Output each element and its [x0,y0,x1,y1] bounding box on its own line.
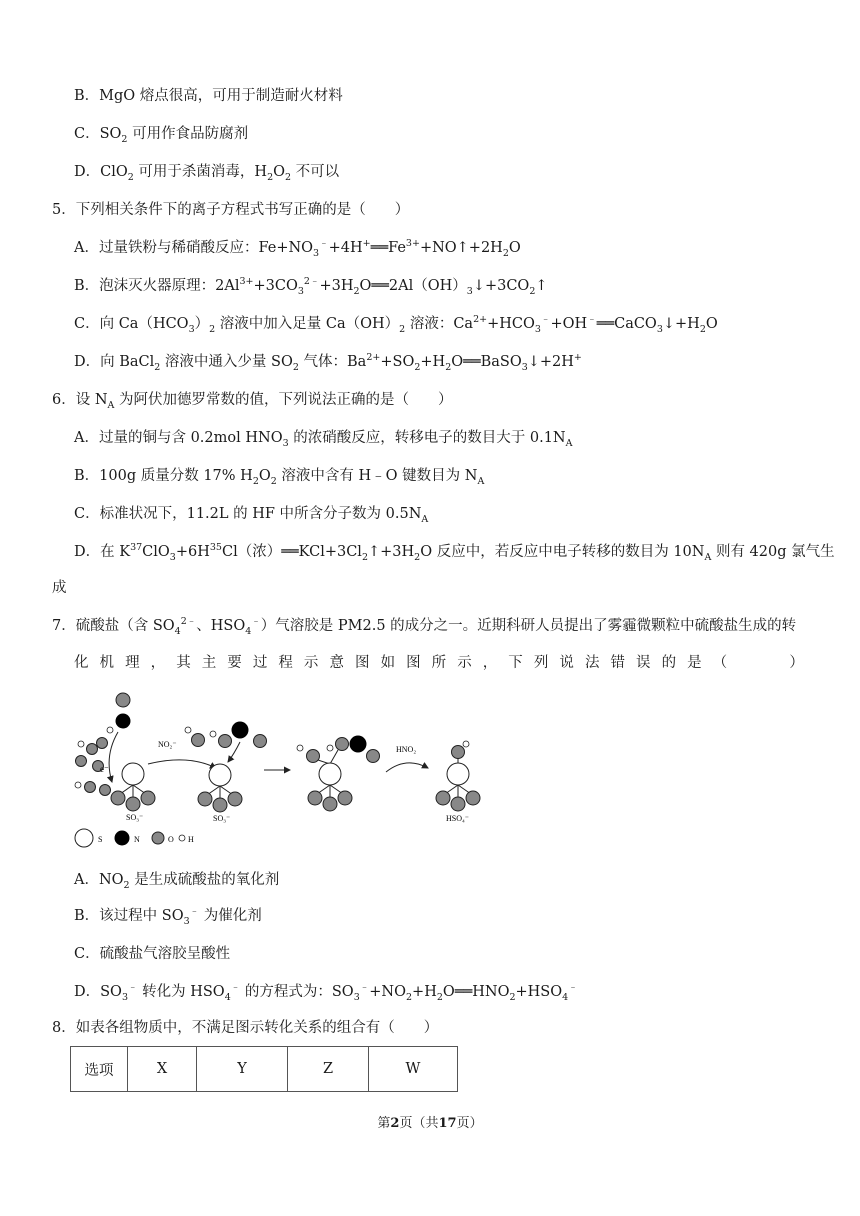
q7-stem-line2 [74,653,804,673]
hso4-label: HSO₄⁻ [446,814,470,823]
q7-stem-char: 是 [687,655,702,671]
so3-label-1: SO₃⁻ [126,813,144,822]
q7-stem-char: 法 [584,655,600,671]
q7-stem-char [738,653,753,673]
q5-option-d: D．向 BaCl$_2$ 溶液中通入少量 $SO_2$ 气体：$Ba^{2+}+SO_2+H_2O══BaSO_3↓+2H^+$ [74,352,582,373]
q7-stem-char: 误 [636,655,651,671]
q7-stem-char: 所 [431,655,447,671]
q7-option-a: A．$NO_2$ 是生成硫酸盐的氧化剂 [74,872,280,891]
q7-stem-char: 理 [125,655,140,671]
q7-stem-char: 说 [559,655,574,671]
stage4-group [436,741,480,823]
q7-option-c: C．硫酸盐气溶胶呈酸性 [74,946,231,962]
stage3-group [297,736,380,812]
q6-option-d-continued: 成 [52,580,67,596]
q7-option-b: B．该过程中 $SO_3^﹣$ 为催化剂 [74,906,262,927]
electron-label: e⁻ [100,764,109,774]
q6-stem: 6．设 $N_A$ 为阿伏加德罗常数的值，下列说法正确的是（ ） [52,392,453,411]
q7-stem-char: 要 [227,655,242,671]
q4-option-b: B．MgO 熔点很高，可用于制造耐火材料 [74,88,343,104]
q8-table [70,1046,458,1092]
q5-stem: 5．下列相关条件下的离子方程式书写正确的是（ ） [52,202,410,218]
q7-stem-char: 示 [303,655,319,671]
stage2-group [148,722,267,824]
q7-stem-char: 如 [380,655,396,671]
q4-option-c: C．$SO_2$ 可用作食品防腐剂 [74,126,249,145]
stage1-group [75,693,155,822]
q7-stem-char [764,653,779,673]
q7-stem-char: 主 [201,655,217,671]
hno2-arrow [386,763,428,772]
q7-stem: 7．硫酸盐（含 $SO_4^{2﹣}$、$HSO_4^﹣$）气溶胶是 PM2.5 的成分之一。近期科研人员提出了雾霾微颗粒中硫酸盐生成的转 [52,616,797,637]
q7-stem-char: 的 [661,655,677,671]
q7-option-d: D．$SO_3^﹣$ 转化为 $HSO_4^﹣$ 的方程式为：$SO_3^﹣+NO_2+H_2O══HNO_2+HSO_4^﹣$ [74,982,578,1003]
q7-stem-char: 列 [533,655,549,671]
legend-n: N [134,835,140,844]
q6-option-a: A．过量的铜与含 0.2mol $HNO_3$ 的浓硝酸反应，转移电子的数目大于 $0.1N_A$ [74,430,573,449]
q6-option-d: D．在 $K^{37}ClO_3+6H^{35}Cl$（浓）$══KCl+3Cl_2↑+3H_2O$ 反应中，若反应中电子转移的数目为 $10N_A$ 则有 420g 氯气生 [74,542,835,563]
q7-stem-char: 程 [278,655,293,671]
q4-option-d: D．ClO$_2$ 可用于杀菌消毒，$H_2O_2$ 不可以 [74,164,340,183]
q7-stem-char: 下 [508,655,523,671]
q7-stem-char: 意 [329,655,344,671]
no2-minus-label: NO₂⁻ [158,740,177,749]
legend-o: O [168,835,174,844]
q7-stem-char: ， [150,655,166,671]
q7-stem-char: 机 [99,655,115,671]
legend-h: H [188,835,194,844]
q7-stem-char: （ [712,655,728,671]
hno2-label: HNO₂ [396,745,417,754]
legend-s: S [98,835,103,844]
table-header-cell: W [369,1047,458,1092]
table-header-cell: Z [288,1047,369,1092]
q5-option-a: A．过量铁粉与稀硝酸反应：$Fe+NO_3^﹣+4H^+══Fe^{3+}+NO↑+2H_2O$ [74,238,521,259]
q8-stem: 8．如表各组物质中，不满足图示转化关系的组合有（ ） [52,1020,439,1036]
q7-stem-char: 图 [355,655,370,671]
table-header-cell: 选项 [71,1047,128,1092]
q7-stem-char: 其 [176,655,191,671]
q6-option-c: C．标准状况下，11.2L 的 HF 中所含分子数为 $0.5N_A$ [74,506,429,525]
q7-stem-char: ， [482,655,498,671]
diagram-legend [75,829,194,847]
q7-stem-char: 图 [406,655,421,671]
q7-stem-char: 过 [252,655,268,671]
table-header-cell: X [128,1047,197,1092]
sulfate-mechanism-diagram [68,686,508,856]
q7-stem-char: 示 [457,655,472,671]
table-header-cell: Y [197,1047,288,1092]
q5-option-b: B．泡沫灭火器原理：$2Al^{3+}+3CO_3^{2﹣}+3H_2O══2Al(OH)_3↓+3CO_2↑$ [74,276,548,297]
so3-label-2: SO₃⁻ [213,814,231,823]
page-footer: 第2页（共17页） [377,1116,483,1131]
q7-stem-char: 错 [610,655,625,671]
table-header-row [71,1047,458,1092]
q5-option-c: C．向 $Ca(HCO_3)_2$ 溶液中加入足量 $Ca(OH)_2$ 溶液：$Ca^{2+}+HCO_3^﹣+OH^﹣══CaCO_3↓+H_2O$ [74,314,718,335]
q7-stem-char: 化 [74,655,89,671]
q7-stem-char: ） [789,655,804,671]
q6-option-b: B．100g 质量分数 17% $H_2O_2$ 溶液中含有 H﹣O 键数目为 $N_A$ [74,468,485,487]
